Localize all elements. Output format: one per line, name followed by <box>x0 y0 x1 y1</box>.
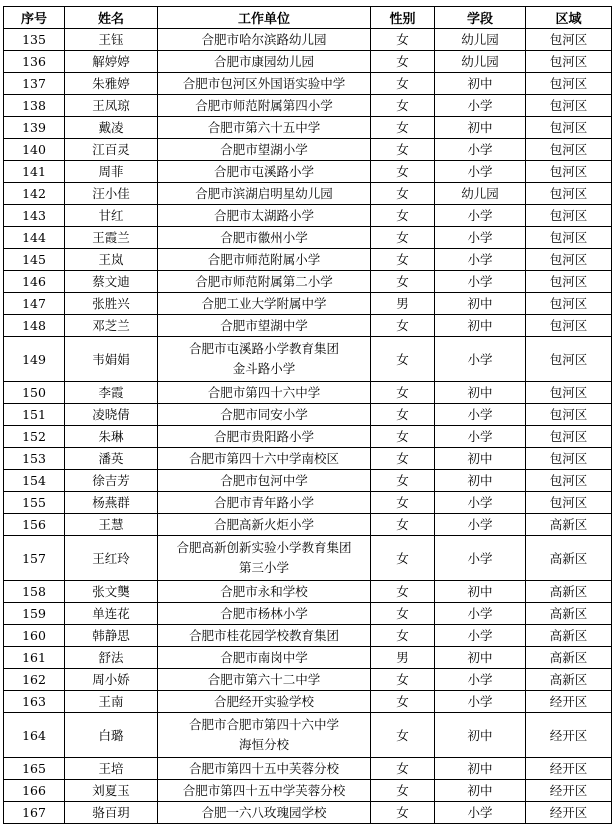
table-row <box>4 271 612 293</box>
cell-name: 凌晓倩 <box>65 404 158 426</box>
cell-district: 包河区 <box>526 183 612 205</box>
cell-work-unit: 合肥市桂花园学校教育集团 <box>158 625 371 647</box>
cell-school-stage: 小学 <box>435 603 526 625</box>
cell-work-unit: 合肥市包河区外国语实验中学 <box>158 73 371 95</box>
cell-gender: 女 <box>371 536 435 581</box>
table-row <box>4 603 612 625</box>
cell-school-stage: 小学 <box>435 271 526 293</box>
cell-district: 包河区 <box>526 95 612 117</box>
cell-name: 王岚 <box>65 249 158 271</box>
table-row <box>4 780 612 802</box>
cell-district: 高新区 <box>526 625 612 647</box>
header-work-unit: 工作单位 <box>158 7 371 29</box>
cell-serial-number: 136 <box>4 51 65 73</box>
cell-work-unit: 合肥工业大学附属中学 <box>158 293 371 315</box>
header-school-stage: 学段 <box>435 7 526 29</box>
cell-gender: 女 <box>371 581 435 603</box>
cell-gender: 女 <box>371 470 435 492</box>
cell-serial-number: 146 <box>4 271 65 293</box>
table-row <box>4 29 612 51</box>
cell-work-unit: 合肥市第四十六中学 <box>158 382 371 404</box>
cell-district: 经开区 <box>526 758 612 780</box>
cell-serial-number: 145 <box>4 249 65 271</box>
cell-work-unit: 合肥市同安小学 <box>158 404 371 426</box>
cell-school-stage: 小学 <box>435 426 526 448</box>
cell-work-unit <box>158 337 371 382</box>
cell-gender: 男 <box>371 647 435 669</box>
cell-district: 包河区 <box>526 73 612 95</box>
cell-school-stage: 初中 <box>435 780 526 802</box>
cell-district: 包河区 <box>526 117 612 139</box>
cell-name: 王凤琼 <box>65 95 158 117</box>
cell-school-stage: 幼儿园 <box>435 29 526 51</box>
cell-work-unit: 合肥市第四十五中芙蓉分校 <box>158 758 371 780</box>
cell-gender: 女 <box>371 625 435 647</box>
cell-gender: 女 <box>371 404 435 426</box>
cell-work-unit: 合肥市师范附属第四小学 <box>158 95 371 117</box>
table-row <box>4 139 612 161</box>
table-row <box>4 470 612 492</box>
table-body <box>4 29 612 824</box>
table-row <box>4 647 612 669</box>
table-row <box>4 691 612 713</box>
cell-serial-number: 162 <box>4 669 65 691</box>
cell-name: 韦娟娟 <box>65 337 158 382</box>
cell-name: 张胜兴 <box>65 293 158 315</box>
cell-serial-number: 149 <box>4 337 65 382</box>
table-row <box>4 669 612 691</box>
work-unit-line: 合肥高新创新实验小学教育集团 <box>176 540 352 555</box>
cell-district: 包河区 <box>526 29 612 51</box>
cell-name: 骆百玥 <box>65 802 158 824</box>
table-row <box>4 581 612 603</box>
cell-work-unit <box>158 536 371 581</box>
cell-name: 甘红 <box>65 205 158 227</box>
cell-gender: 女 <box>371 29 435 51</box>
cell-district: 包河区 <box>526 315 612 337</box>
cell-work-unit: 合肥一六八玫瑰园学校 <box>158 802 371 824</box>
cell-school-stage: 小学 <box>435 205 526 227</box>
cell-school-stage: 小学 <box>435 514 526 536</box>
work-unit-line: 海恒分校 <box>238 737 289 752</box>
table-row <box>4 404 612 426</box>
table-row <box>4 625 612 647</box>
table-header-row <box>4 7 612 29</box>
table-row <box>4 227 612 249</box>
cell-district: 包河区 <box>526 205 612 227</box>
table-row <box>4 713 612 758</box>
cell-district: 经开区 <box>526 802 612 824</box>
cell-gender: 女 <box>371 249 435 271</box>
cell-work-unit: 合肥市望湖小学 <box>158 139 371 161</box>
cell-school-stage: 小学 <box>435 802 526 824</box>
cell-serial-number: 158 <box>4 581 65 603</box>
cell-serial-number: 152 <box>4 426 65 448</box>
cell-school-stage: 初中 <box>435 117 526 139</box>
cell-gender: 女 <box>371 669 435 691</box>
cell-name: 舒法 <box>65 647 158 669</box>
cell-school-stage: 初中 <box>435 470 526 492</box>
cell-gender: 女 <box>371 691 435 713</box>
cell-gender: 女 <box>371 139 435 161</box>
table-row <box>4 249 612 271</box>
cell-name: 王培 <box>65 758 158 780</box>
cell-serial-number: 147 <box>4 293 65 315</box>
cell-name: 蔡文迪 <box>65 271 158 293</box>
cell-serial-number: 167 <box>4 802 65 824</box>
cell-school-stage: 幼儿园 <box>435 51 526 73</box>
cell-district: 包河区 <box>526 404 612 426</box>
cell-district: 高新区 <box>526 581 612 603</box>
cell-serial-number: 160 <box>4 625 65 647</box>
cell-gender: 女 <box>371 227 435 249</box>
cell-name: 戴凌 <box>65 117 158 139</box>
table-row <box>4 51 612 73</box>
table-row <box>4 293 612 315</box>
cell-school-stage: 初中 <box>435 647 526 669</box>
cell-name: 周菲 <box>65 161 158 183</box>
cell-name: 潘英 <box>65 448 158 470</box>
cell-school-stage: 初中 <box>435 382 526 404</box>
work-unit-line: 第三小学 <box>238 560 289 575</box>
cell-serial-number: 150 <box>4 382 65 404</box>
cell-work-unit: 合肥高新火炬小学 <box>158 514 371 536</box>
cell-gender: 女 <box>371 780 435 802</box>
table-row <box>4 117 612 139</box>
cell-gender: 女 <box>371 183 435 205</box>
table-row <box>4 161 612 183</box>
cell-name: 白璐 <box>65 713 158 758</box>
cell-work-unit: 合肥市哈尔滨路幼儿园 <box>158 29 371 51</box>
cell-district: 经开区 <box>526 691 612 713</box>
cell-school-stage: 小学 <box>435 625 526 647</box>
cell-name: 杨燕群 <box>65 492 158 514</box>
cell-serial-number: 156 <box>4 514 65 536</box>
cell-district: 包河区 <box>526 271 612 293</box>
cell-name: 王慧 <box>65 514 158 536</box>
cell-gender: 女 <box>371 337 435 382</box>
cell-district: 包河区 <box>526 139 612 161</box>
cell-serial-number: 148 <box>4 315 65 337</box>
cell-school-stage: 初中 <box>435 713 526 758</box>
cell-gender: 女 <box>371 315 435 337</box>
cell-name: 王南 <box>65 691 158 713</box>
cell-work-unit: 合肥市太湖路小学 <box>158 205 371 227</box>
cell-serial-number: 135 <box>4 29 65 51</box>
table-row <box>4 758 612 780</box>
cell-serial-number: 139 <box>4 117 65 139</box>
cell-serial-number: 159 <box>4 603 65 625</box>
cell-name: 王霞兰 <box>65 227 158 249</box>
work-unit-line: 合肥市屯溪路小学教育集团 <box>188 341 339 356</box>
cell-district: 高新区 <box>526 536 612 581</box>
cell-district: 包河区 <box>526 227 612 249</box>
cell-work-unit: 合肥市贵阳路小学 <box>158 426 371 448</box>
cell-serial-number: 143 <box>4 205 65 227</box>
cell-school-stage: 小学 <box>435 691 526 713</box>
cell-gender: 女 <box>371 514 435 536</box>
table-row <box>4 426 612 448</box>
cell-school-stage: 小学 <box>435 669 526 691</box>
table-row <box>4 448 612 470</box>
table-row <box>4 205 612 227</box>
cell-school-stage: 初中 <box>435 73 526 95</box>
table-row <box>4 183 612 205</box>
cell-serial-number: 154 <box>4 470 65 492</box>
cell-school-stage: 小学 <box>435 404 526 426</box>
cell-school-stage: 初中 <box>435 293 526 315</box>
cell-district: 包河区 <box>526 470 612 492</box>
cell-name: 单连花 <box>65 603 158 625</box>
cell-serial-number: 153 <box>4 448 65 470</box>
cell-gender: 女 <box>371 492 435 514</box>
cell-name: 徐吉芳 <box>65 470 158 492</box>
cell-gender: 女 <box>371 205 435 227</box>
cell-district: 经开区 <box>526 780 612 802</box>
cell-name: 周小娇 <box>65 669 158 691</box>
table-row <box>4 315 612 337</box>
cell-district: 高新区 <box>526 603 612 625</box>
cell-gender: 女 <box>371 448 435 470</box>
cell-name: 张文龑 <box>65 581 158 603</box>
cell-name: 韩静思 <box>65 625 158 647</box>
cell-district: 包河区 <box>526 51 612 73</box>
cell-district: 高新区 <box>526 514 612 536</box>
cell-school-stage: 小学 <box>435 492 526 514</box>
cell-name: 王钰 <box>65 29 158 51</box>
cell-district: 包河区 <box>526 161 612 183</box>
cell-work-unit: 合肥市师范附属小学 <box>158 249 371 271</box>
table-row <box>4 514 612 536</box>
cell-name: 朱琳 <box>65 426 158 448</box>
roster-sheet <box>3 6 611 824</box>
cell-serial-number: 164 <box>4 713 65 758</box>
cell-work-unit: 合肥市徽州小学 <box>158 227 371 249</box>
cell-school-stage: 初中 <box>435 448 526 470</box>
cell-work-unit: 合肥市第四十六中学南校区 <box>158 448 371 470</box>
cell-name: 刘夏玉 <box>65 780 158 802</box>
cell-name: 汪小佳 <box>65 183 158 205</box>
cell-name: 李霞 <box>65 382 158 404</box>
cell-name: 朱雅婷 <box>65 73 158 95</box>
cell-gender: 女 <box>371 426 435 448</box>
cell-school-stage: 小学 <box>435 95 526 117</box>
cell-serial-number: 161 <box>4 647 65 669</box>
table-row <box>4 95 612 117</box>
cell-district: 包河区 <box>526 249 612 271</box>
cell-gender: 女 <box>371 51 435 73</box>
table-row <box>4 73 612 95</box>
cell-gender: 女 <box>371 603 435 625</box>
cell-work-unit: 合肥市屯溪路小学 <box>158 161 371 183</box>
cell-gender: 女 <box>371 802 435 824</box>
cell-name: 王红玲 <box>65 536 158 581</box>
cell-serial-number: 140 <box>4 139 65 161</box>
cell-serial-number: 165 <box>4 758 65 780</box>
cell-school-stage: 小学 <box>435 139 526 161</box>
cell-district: 高新区 <box>526 647 612 669</box>
cell-gender: 女 <box>371 161 435 183</box>
cell-district: 经开区 <box>526 713 612 758</box>
cell-serial-number: 141 <box>4 161 65 183</box>
roster-table <box>3 6 612 824</box>
cell-work-unit: 合肥市第六十五中学 <box>158 117 371 139</box>
cell-work-unit: 合肥市师范附属第二小学 <box>158 271 371 293</box>
cell-serial-number: 166 <box>4 780 65 802</box>
cell-district: 包河区 <box>526 492 612 514</box>
cell-school-stage: 小学 <box>435 161 526 183</box>
header-gender: 性别 <box>371 7 435 29</box>
cell-district: 包河区 <box>526 448 612 470</box>
cell-work-unit: 合肥市南岗中学 <box>158 647 371 669</box>
cell-school-stage: 初中 <box>435 758 526 780</box>
work-unit-line: 金斗路小学 <box>232 361 296 376</box>
cell-work-unit: 合肥市望湖中学 <box>158 315 371 337</box>
work-unit-line: 合肥市合肥市第四十六中学 <box>188 717 339 732</box>
header-name: 姓名 <box>65 7 158 29</box>
cell-work-unit: 合肥市滨湖启明星幼儿园 <box>158 183 371 205</box>
cell-gender: 女 <box>371 95 435 117</box>
table-row <box>4 382 612 404</box>
cell-work-unit: 合肥市永和学校 <box>158 581 371 603</box>
cell-name: 解婷婷 <box>65 51 158 73</box>
table-row <box>4 337 612 382</box>
cell-work-unit: 合肥市第四十五中学芙蓉分校 <box>158 780 371 802</box>
cell-district: 高新区 <box>526 669 612 691</box>
cell-work-unit: 合肥经开实验学校 <box>158 691 371 713</box>
cell-work-unit: 合肥市包河中学 <box>158 470 371 492</box>
cell-gender: 女 <box>371 758 435 780</box>
cell-school-stage: 幼儿园 <box>435 183 526 205</box>
cell-district: 包河区 <box>526 293 612 315</box>
cell-serial-number: 155 <box>4 492 65 514</box>
cell-gender: 女 <box>371 271 435 293</box>
cell-school-stage: 小学 <box>435 227 526 249</box>
cell-work-unit <box>158 713 371 758</box>
cell-school-stage: 小学 <box>435 337 526 382</box>
cell-gender: 男 <box>371 293 435 315</box>
cell-gender: 女 <box>371 73 435 95</box>
cell-district: 包河区 <box>526 337 612 382</box>
cell-name: 江百灵 <box>65 139 158 161</box>
cell-serial-number: 137 <box>4 73 65 95</box>
cell-school-stage: 初中 <box>435 315 526 337</box>
cell-serial-number: 157 <box>4 536 65 581</box>
header-serial-number: 序号 <box>4 7 65 29</box>
cell-serial-number: 142 <box>4 183 65 205</box>
cell-gender: 女 <box>371 713 435 758</box>
table-row <box>4 492 612 514</box>
cell-district: 包河区 <box>526 382 612 404</box>
cell-work-unit: 合肥市青年路小学 <box>158 492 371 514</box>
cell-work-unit: 合肥市杨林小学 <box>158 603 371 625</box>
cell-work-unit: 合肥市第六十二中学 <box>158 669 371 691</box>
cell-serial-number: 138 <box>4 95 65 117</box>
table-row <box>4 536 612 581</box>
cell-serial-number: 144 <box>4 227 65 249</box>
cell-gender: 女 <box>371 382 435 404</box>
cell-serial-number: 163 <box>4 691 65 713</box>
cell-school-stage: 小学 <box>435 536 526 581</box>
cell-school-stage: 初中 <box>435 581 526 603</box>
cell-serial-number: 151 <box>4 404 65 426</box>
cell-school-stage: 小学 <box>435 249 526 271</box>
table-row <box>4 802 612 824</box>
cell-name: 邓芝兰 <box>65 315 158 337</box>
header-district: 区域 <box>526 7 612 29</box>
cell-district: 包河区 <box>526 426 612 448</box>
cell-gender: 女 <box>371 117 435 139</box>
cell-work-unit: 合肥市康园幼儿园 <box>158 51 371 73</box>
